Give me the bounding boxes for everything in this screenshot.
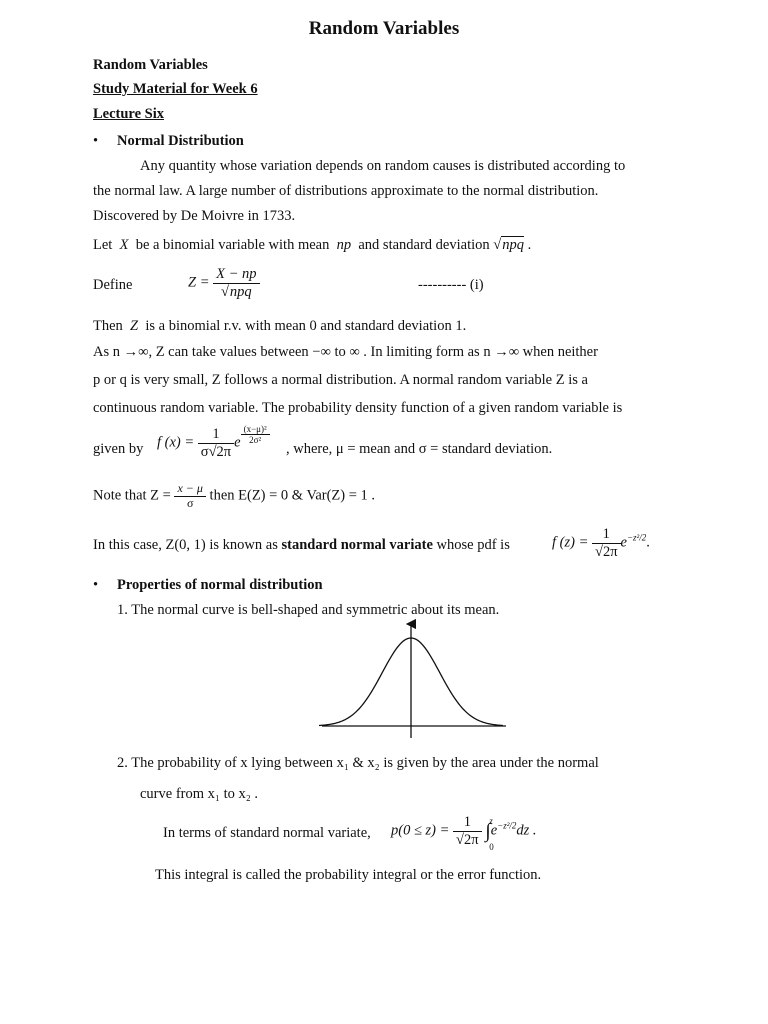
case-bold: standard normal variate bbox=[281, 537, 433, 553]
para1-line2: the normal law. A large number of distributions approximate to the normal distribution. bbox=[93, 183, 599, 199]
let-var: X bbox=[119, 237, 129, 253]
sqrt-icon: √ bbox=[493, 237, 502, 253]
integral-lower: 0 bbox=[489, 841, 494, 852]
continuous-line: continuous random variable. The probability density function of a given random variable is bbox=[93, 400, 623, 416]
then-text-a: Then bbox=[93, 318, 123, 334]
terms-lhs: p(0 ≤ z) = bbox=[391, 822, 450, 839]
bullet-icon: • bbox=[93, 577, 99, 593]
std-lhs: f (z) = bbox=[552, 534, 589, 551]
terms-dz: dz . bbox=[516, 822, 537, 839]
terms-numerator: 1 bbox=[453, 814, 482, 832]
normal-curve-chart bbox=[318, 618, 510, 740]
define-denominator: npq bbox=[229, 283, 252, 300]
property-item-2-line1: 2. The probability of x lying between x₁ & x₂ is given by the area under the normal bbox=[117, 755, 599, 771]
lecture-label: Lecture Six bbox=[93, 106, 165, 122]
note-text-a: Note that Z = bbox=[93, 487, 171, 504]
study-material-label: Study Material for Week 6 bbox=[93, 81, 258, 97]
then-text-b: is a binomial r.v. with mean 0 and standard deviation 1. bbox=[145, 318, 467, 334]
pdf-exp-numerator: (x−μ)² bbox=[241, 424, 270, 435]
given-by-label: given by bbox=[93, 441, 144, 457]
note-denominator: σ bbox=[186, 495, 194, 510]
sqrt-icon: √ bbox=[220, 283, 229, 300]
then-var: Z bbox=[130, 318, 139, 334]
let-sd: npq bbox=[502, 237, 524, 253]
pdf-e: e bbox=[234, 434, 241, 451]
subject-label: Random Variables bbox=[93, 57, 208, 73]
define-lhs: Z = bbox=[188, 274, 210, 291]
std-denominator: √2π bbox=[595, 543, 618, 560]
define-equation bbox=[188, 266, 260, 300]
let-text-b: be a binomial variable with mean bbox=[135, 237, 330, 253]
pdf-equation bbox=[157, 426, 270, 460]
note-line bbox=[93, 482, 375, 511]
integral-icon: ∫ bbox=[485, 819, 491, 842]
then-line bbox=[93, 318, 466, 335]
integral-upper: z bbox=[489, 815, 493, 826]
terms-text: In terms of standard normal variate, bbox=[163, 825, 371, 841]
page-title: Random Variables bbox=[308, 18, 460, 39]
integral-equation bbox=[391, 814, 537, 852]
std-e: e bbox=[620, 534, 627, 551]
equation-tag: ---------- (i) bbox=[418, 277, 484, 293]
define-label: Define bbox=[93, 277, 133, 293]
pdf-lhs: f (x) = bbox=[157, 434, 195, 451]
std-end: . bbox=[646, 534, 650, 551]
let-text-c: and standard deviation bbox=[358, 237, 490, 253]
case-text-b: whose pdf is bbox=[436, 537, 510, 553]
pq-line: p or q is very small, Z follows a normal distribution. A normal random variable Z is a bbox=[93, 372, 588, 388]
note-numerator: x − μ bbox=[174, 482, 205, 497]
pdf-denominator: σ√2π bbox=[200, 443, 232, 460]
case-text-a: In this case, Z(0, 1) is known as bbox=[93, 537, 278, 553]
std-numerator: 1 bbox=[592, 526, 621, 544]
let-line: Let X be a binomial variable with mean np and standard deviation √npq . bbox=[93, 237, 532, 253]
let-text-a: Let bbox=[93, 237, 113, 253]
pdf-numerator: 1 bbox=[198, 426, 234, 444]
terms-exponent: −z²/2 bbox=[497, 820, 517, 831]
integral-note: This integral is called the probability integral or the error function. bbox=[155, 867, 542, 883]
let-mean: np bbox=[336, 237, 352, 253]
para1-line1: Any quantity whose variation depends on random causes is distributed according to bbox=[140, 158, 626, 174]
properties-heading: Properties of normal distribution bbox=[117, 577, 323, 593]
pdf-exp-denominator: 2σ² bbox=[249, 435, 262, 446]
std-pdf-equation bbox=[552, 526, 650, 560]
note-text-b: then E(Z) = 0 & Var(Z) = 1 . bbox=[209, 487, 376, 504]
para1-line3: Discovered by De Moivre in 1733. bbox=[93, 208, 296, 224]
case-line bbox=[93, 537, 510, 554]
bullet-icon: • bbox=[93, 133, 99, 149]
terms-denominator: √2π bbox=[456, 831, 479, 848]
as-line: As n →∞, Z can take values between −∞ to ∞ . In limiting form as n →∞ when neither bbox=[93, 344, 598, 360]
std-exponent: −z²/2 bbox=[626, 532, 647, 543]
where-text: , where, μ = mean and σ = standard deviation. bbox=[286, 441, 553, 457]
property-item-2-line2: curve from x₁ to x₂ . bbox=[140, 786, 259, 802]
terms-e: e bbox=[490, 822, 498, 839]
property-item-1: 1. The normal curve is bell-shaped and symmetric about its mean. bbox=[117, 602, 500, 618]
define-numerator: X − np bbox=[213, 266, 259, 284]
normal-heading: Normal Distribution bbox=[117, 133, 244, 149]
